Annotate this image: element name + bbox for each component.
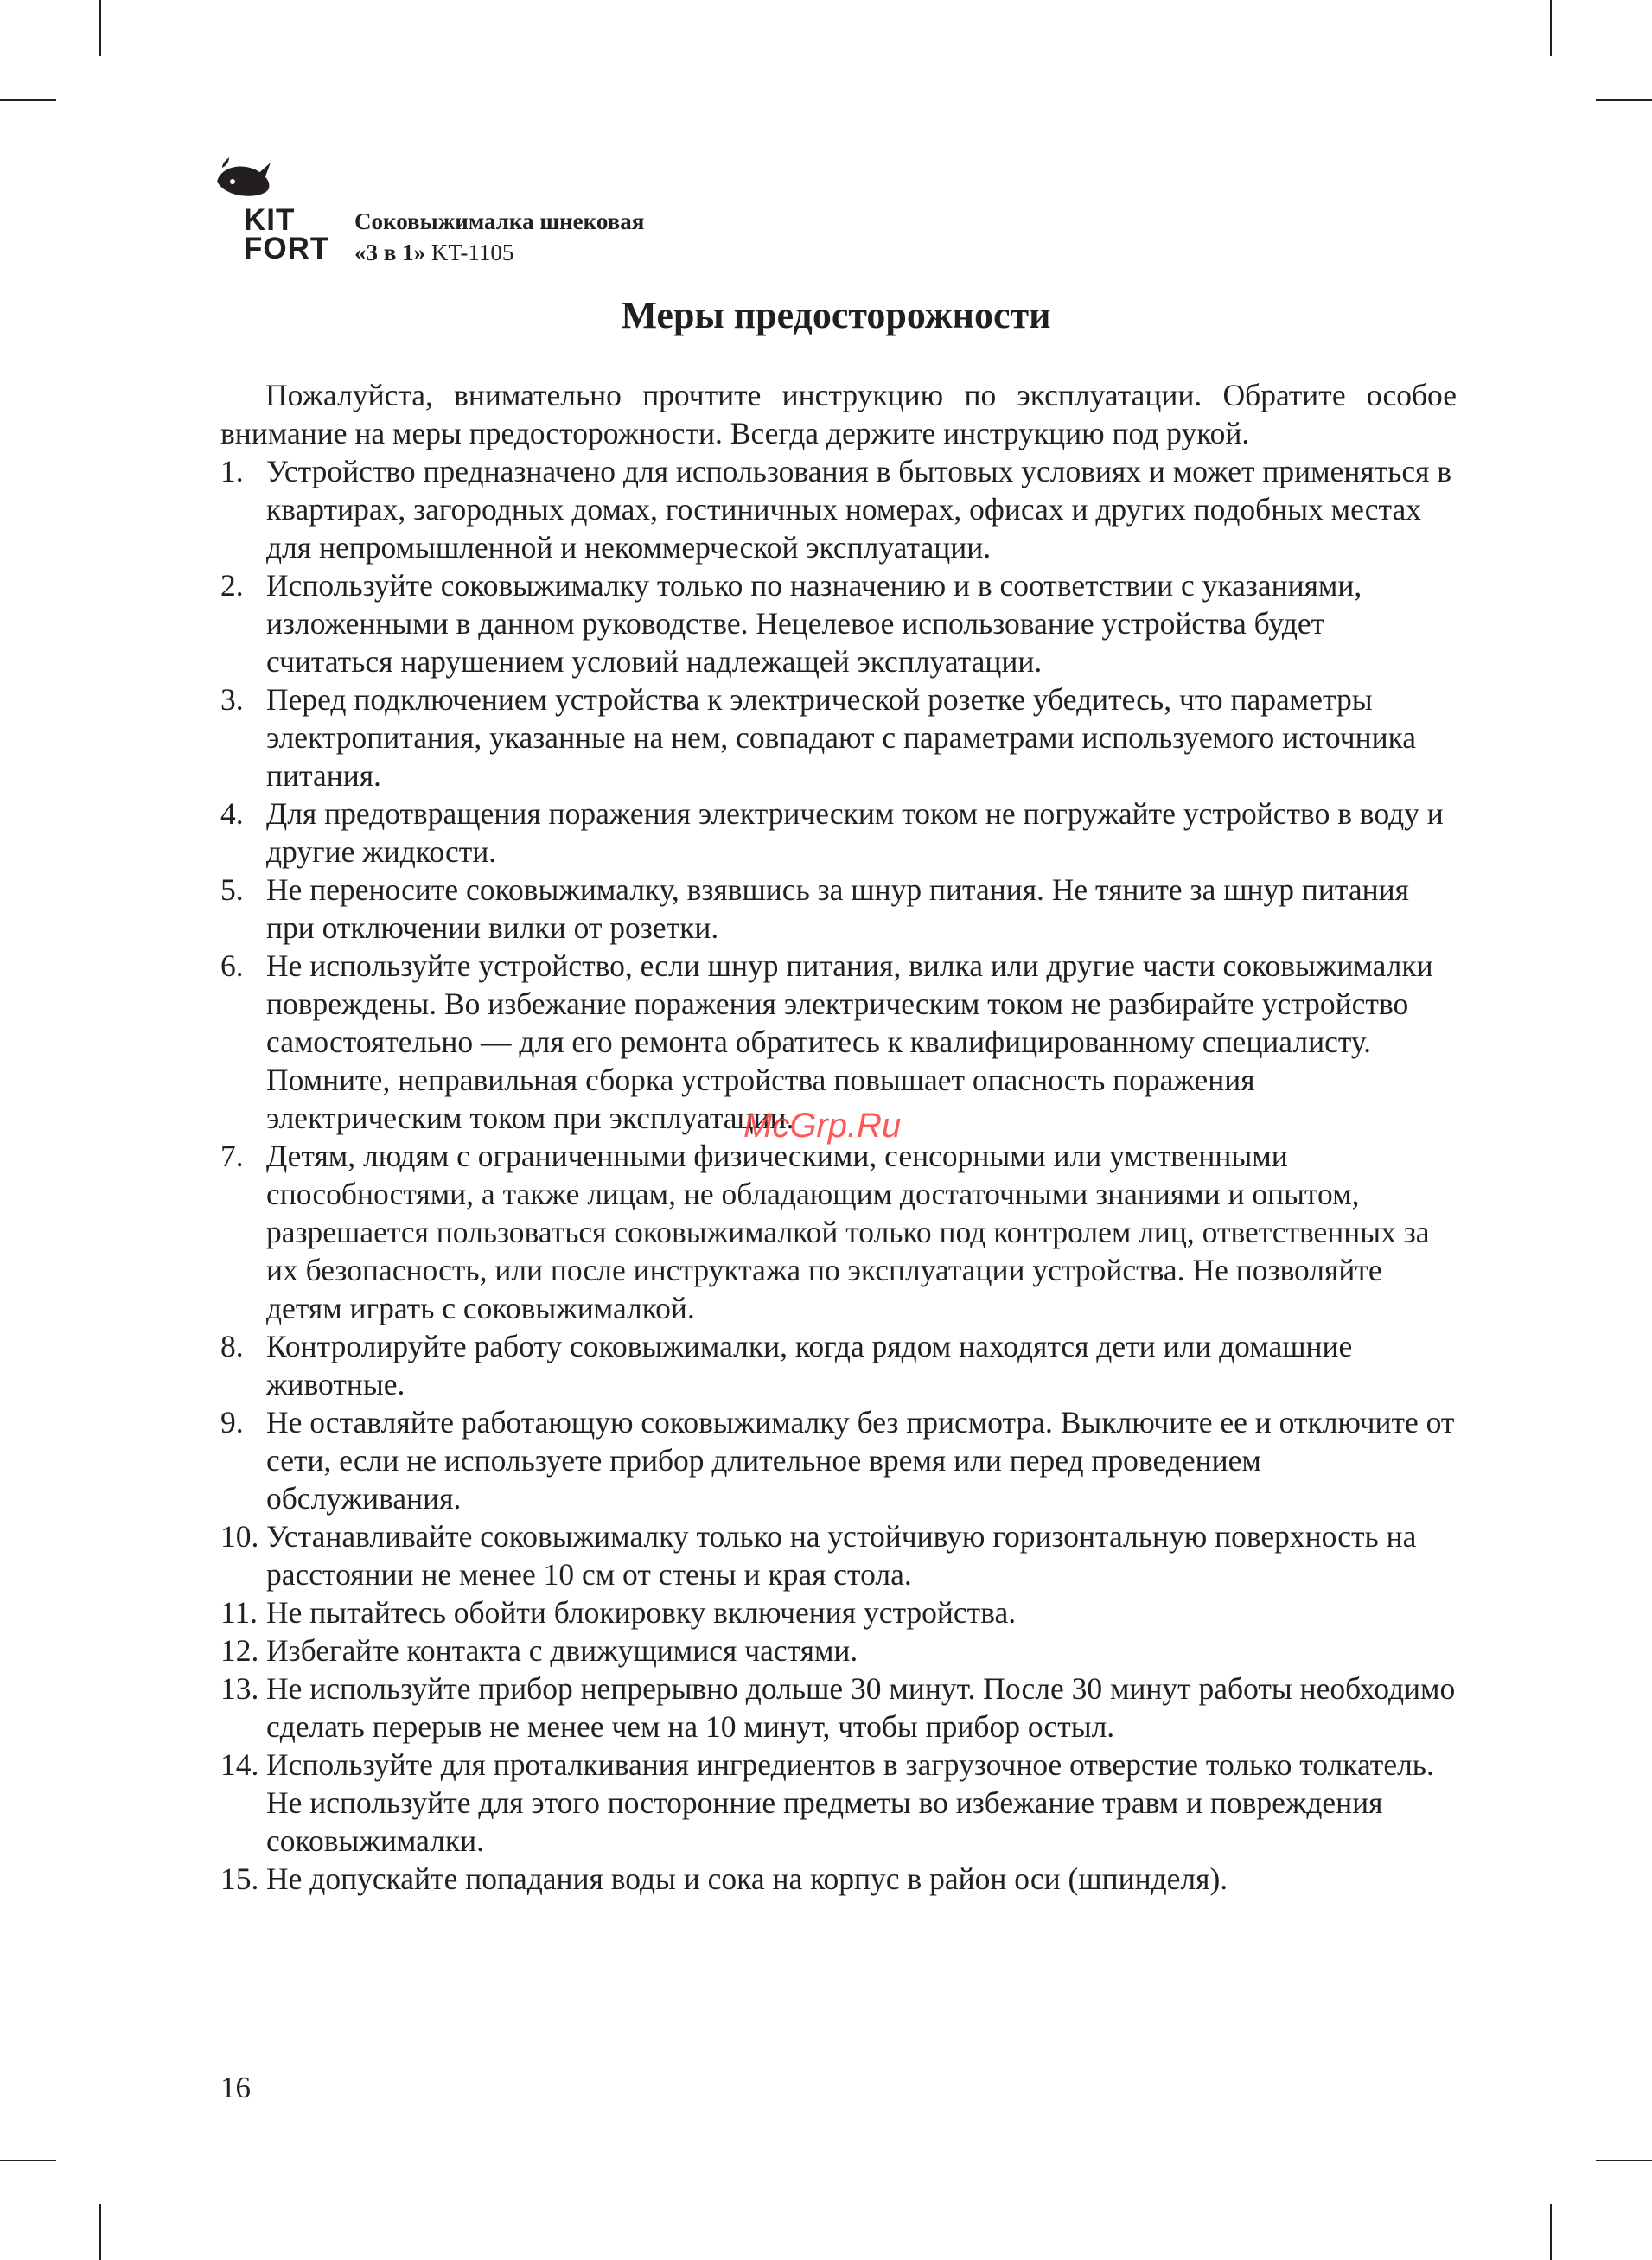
list-item-text: Не используйте прибор непрерывно дольше 30 минут. После 30 минут работы необходимо сделать перерыв не менее чем на 10 минут, чтобы прибор остыл. — [266, 1671, 1456, 1744]
list-item — [220, 1137, 1457, 1327]
list-item-number: 1. — [220, 454, 244, 488]
list-item-number: 15. — [220, 1861, 259, 1896]
crop-mark-top-right-horizontal — [1596, 99, 1652, 101]
list-item-number: 2. — [220, 568, 244, 603]
list-item-text: Не допускайте попадания воды и сока на корпус в район оси (шпинделя). — [266, 1861, 1228, 1896]
list-item-number: 14. — [220, 1747, 259, 1782]
list-item-number: 3. — [220, 682, 244, 717]
list-item-text: Используйте для проталкивания ингредиентов в загрузочное отверстие только толкатель. Не используйте для этого посторонние предметы во избежание травм и повреждения соковыжималки. — [266, 1747, 1434, 1858]
list-item-text: Детям, людям с ограниченными физическими, сенсорными или умственными способностями, а также лицам, не обладающим достаточными знаниями и опытом, разрешается пользоваться соковыжималкой только под контролем лиц, ответственных за их безопасность, или после инструктажа по эксплуатации устройства. Не позволяйте детям играть с соковыжималкой. — [266, 1139, 1430, 1325]
product-model-bold: «3 в 1» — [354, 239, 426, 265]
list-item-number: 6. — [220, 948, 244, 983]
list-item — [220, 1517, 1457, 1593]
product-name: Соковыжималка шнековая — [354, 208, 645, 234]
list-item — [220, 1403, 1457, 1517]
product-model — [354, 237, 644, 268]
list-item — [220, 680, 1457, 795]
list-item-number: 9. — [220, 1405, 244, 1440]
product-model-code: KT-1105 — [431, 239, 514, 265]
list-item — [220, 1631, 1457, 1669]
list-item-number: 12. — [220, 1633, 259, 1668]
crop-mark-top-left-vertical — [99, 0, 101, 56]
list-item — [220, 1327, 1457, 1403]
list-item-number: 4. — [220, 796, 244, 831]
list-item — [220, 1669, 1457, 1746]
list-item-number: 8. — [220, 1329, 244, 1363]
kitfort-logo — [209, 156, 339, 264]
list-item — [220, 795, 1457, 871]
crop-mark-bottom-left-horizontal — [0, 2160, 56, 2161]
list-item-text: Для предотвращения поражения электрическим током не погружайте устройство в воду и другие жидкости. — [266, 796, 1444, 869]
crop-mark-top-right-vertical — [1550, 0, 1552, 56]
list-item — [220, 452, 1457, 566]
product-header — [354, 206, 644, 268]
list-item-text: Не переносите соковыжималку, взявшись за шнур питания. Не тяните за шнур питания при отключении вилки от розетки. — [266, 872, 1409, 945]
list-item — [220, 871, 1457, 947]
list-item-number: 13. — [220, 1671, 259, 1706]
list-item-text: Избегайте контакта с движущимися частями. — [266, 1633, 858, 1668]
list-item-text: Не оставляйте работающую соковыжималку без присмотра. Выключите ее и отключите от сети, если не используете прибор длительное время или перед проведением обслуживания. — [266, 1405, 1455, 1516]
list-item-number: 11. — [220, 1595, 258, 1630]
list-item — [220, 1746, 1457, 1860]
list-item-text: Используйте соковыжималку только по назначению и в соответствии с указаниями, изложенными в данном руководстве. Нецелевое использование устройства будет считаться нарушением условий надлежащей эксплуатации. — [266, 568, 1362, 679]
crop-mark-bottom-right-vertical — [1550, 2204, 1552, 2260]
page-title: Меры предосторожности — [621, 294, 1051, 336]
list-item — [220, 566, 1457, 680]
list-item — [220, 1593, 1457, 1631]
whale-icon — [214, 156, 276, 201]
list-item-text: Перед подключением устройства к электрической розетке убедитесь, что параметры электропитания, указанные на нем, совпадают с параметрами используемого источника питания. — [266, 682, 1417, 793]
list-item-number: 7. — [220, 1139, 244, 1173]
list-item-text: Контролируйте работу соковыжималки, когда рядом находятся дети или домашние животные. — [266, 1329, 1353, 1401]
crop-mark-bottom-right-horizontal — [1596, 2160, 1652, 2161]
list-item-text: Не используйте устройство, если шнур питания, вилка или другие части соковыжималки повреждены. Во избежание поражения электрическим током не разбирайте устройство самостоятельно — для его ремонта обратитесь к квалифицированному специалисту. Помните, неправильная сборка устройства повышает опасность поражения электрическим током при эксплуатации. — [266, 948, 1433, 1135]
list-item-text: Устанавливайте соковыжималку только на устойчивую горизонтальную поверхность на расстоянии не менее 10 см от стены и края стола. — [266, 1519, 1417, 1592]
page-number: 16 — [220, 2071, 251, 2104]
watermark: McGrp.Ru — [743, 1107, 902, 1145]
precautions-list — [220, 452, 1457, 1898]
logo-word-kit: KIT — [244, 203, 296, 237]
intro-paragraph: Пожалуйста, внимательно прочтите инструкцию по эксплуатации. Обратите особое внимание на меры предосторожности. Всегда держите инструкцию под рукой. — [220, 378, 1457, 450]
crop-mark-bottom-left-vertical — [99, 2204, 101, 2260]
list-item-number: 10. — [220, 1519, 259, 1554]
crop-mark-top-left-horizontal — [0, 99, 56, 101]
list-item-text: Не пытайтесь обойти блокировку включения устройства. — [266, 1595, 1017, 1630]
list-item-number: 5. — [220, 872, 244, 907]
logo-word-fort: FORT — [244, 232, 330, 265]
list-item — [220, 1860, 1457, 1898]
list-item-text: Устройство предназначено для использования в бытовых условиях и может применяться в квартирах, загородных домах, гостиничных номерах, офисах и других подобных местах для непромышленной и некоммерческой эксплуатации. — [266, 454, 1452, 565]
